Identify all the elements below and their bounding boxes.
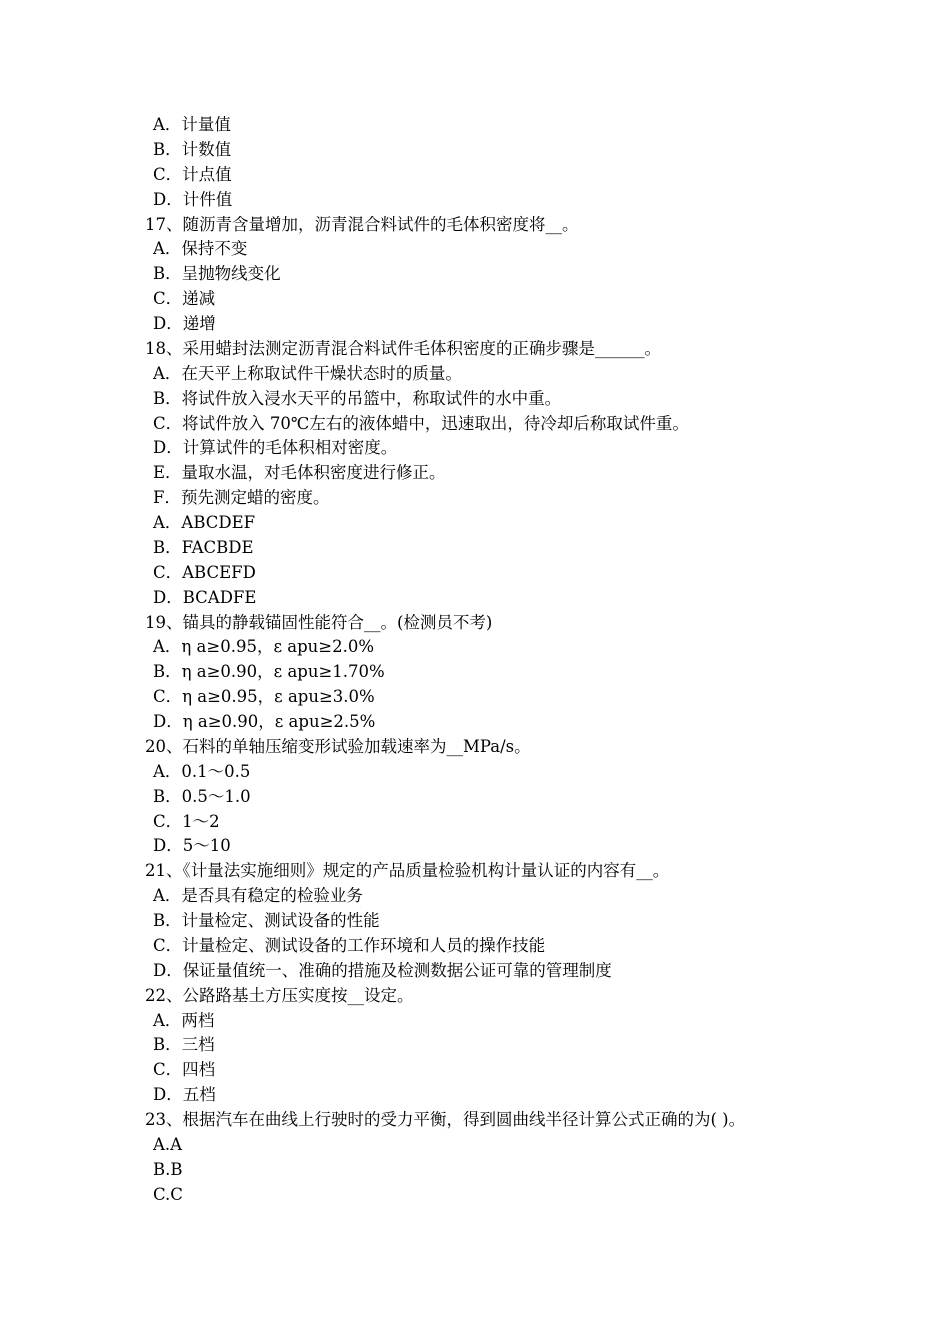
question-text: 18、采用蜡封法测定沥青混合料试件毛体积密度的正确步骤是______。 bbox=[145, 338, 661, 358]
answer-option: C．将试件放入 70℃左右的液体蜡中，迅速取出，待冷却后称取试件重。 bbox=[153, 413, 689, 433]
answer-option: B．η a≥0.90，ε apu≥1.70% bbox=[153, 662, 385, 682]
answer-option: A.A bbox=[153, 1134, 183, 1154]
answer-option: B．将试件放入浸水天平的吊篮中，称取试件的水中重。 bbox=[153, 388, 562, 408]
answer-option: F．预先测定蜡的密度。 bbox=[153, 488, 330, 508]
answer-option: B．FACBDE bbox=[153, 537, 254, 557]
answer-option: A．两档 bbox=[153, 1010, 215, 1030]
answer-option: D．5～10 bbox=[153, 836, 231, 856]
answer-option: C．1～2 bbox=[153, 811, 220, 831]
question-text: 17、随沥青含量增加，沥青混合料试件的毛体积密度将__。 bbox=[145, 214, 579, 234]
answer-option: D．五档 bbox=[153, 1085, 216, 1105]
answer-option: B．计量检定、测试设备的性能 bbox=[153, 911, 380, 930]
answer-option: B．0.5～1.0 bbox=[153, 786, 251, 806]
answer-option: D．η a≥0.90，ε apu≥2.5% bbox=[153, 712, 376, 731]
answer-option: C．四档 bbox=[153, 1060, 216, 1080]
answer-option: D．计算试件的毛体积相对密度。 bbox=[153, 438, 398, 458]
answer-option: B．呈抛物线变化 bbox=[153, 264, 281, 284]
answer-option: B．计数值 bbox=[153, 139, 232, 159]
answer-option: A．ABCDEF bbox=[153, 513, 256, 532]
question-text: 23、根据汽车在曲线上行驶时的受力平衡，得到圆曲线半径计算公式正确的为( )。 bbox=[145, 1110, 746, 1129]
answer-option: A．是否具有稳定的检验业务 bbox=[153, 886, 363, 906]
answer-option: C．计量检定、测试设备的工作环境和人员的操作技能 bbox=[153, 935, 546, 955]
question-text: 19、锚具的静载锚固性能符合__。(检测员不考) bbox=[145, 612, 493, 632]
answer-option: B.B bbox=[153, 1159, 183, 1179]
document-page bbox=[0, 113, 950, 1208]
answer-option: C．计点值 bbox=[153, 164, 232, 184]
question-text: 22、公路路基土方压实度按__设定。 bbox=[145, 985, 414, 1005]
question-text: 21、《计量法实施细则》规定的产品质量检验机构计量认证的内容有__。 bbox=[145, 861, 670, 881]
answer-option: C.C bbox=[153, 1184, 183, 1204]
answer-option: C．η a≥0.95，ε apu≥3.0% bbox=[153, 687, 375, 707]
answer-option: A．保持不变 bbox=[153, 239, 248, 259]
answer-option: C．递减 bbox=[153, 289, 216, 309]
answer-option: A．η a≥0.95，ε apu≥2.0% bbox=[153, 637, 375, 657]
answer-option: C．ABCEFD bbox=[153, 562, 256, 582]
answer-option: A．计量值 bbox=[153, 115, 231, 134]
answer-option: A．在天平上称取试件干燥状态时的质量。 bbox=[153, 363, 462, 383]
answer-option: D．BCADFE bbox=[153, 587, 257, 607]
answer-option: A．0.1～0.5 bbox=[153, 761, 251, 781]
answer-option: E．量取水温，对毛体积密度进行修正。 bbox=[153, 463, 446, 483]
question-text: 20、石料的单轴压缩变形试验加载速率为__MPa/s。 bbox=[145, 736, 531, 756]
answer-option: B．三档 bbox=[153, 1035, 215, 1055]
answer-option: D．计件值 bbox=[153, 189, 233, 209]
answer-option: D．保证量值统一、准确的措施及检测数据公证可靠的管理制度 bbox=[153, 960, 612, 980]
answer-option: D．递增 bbox=[153, 314, 216, 333]
